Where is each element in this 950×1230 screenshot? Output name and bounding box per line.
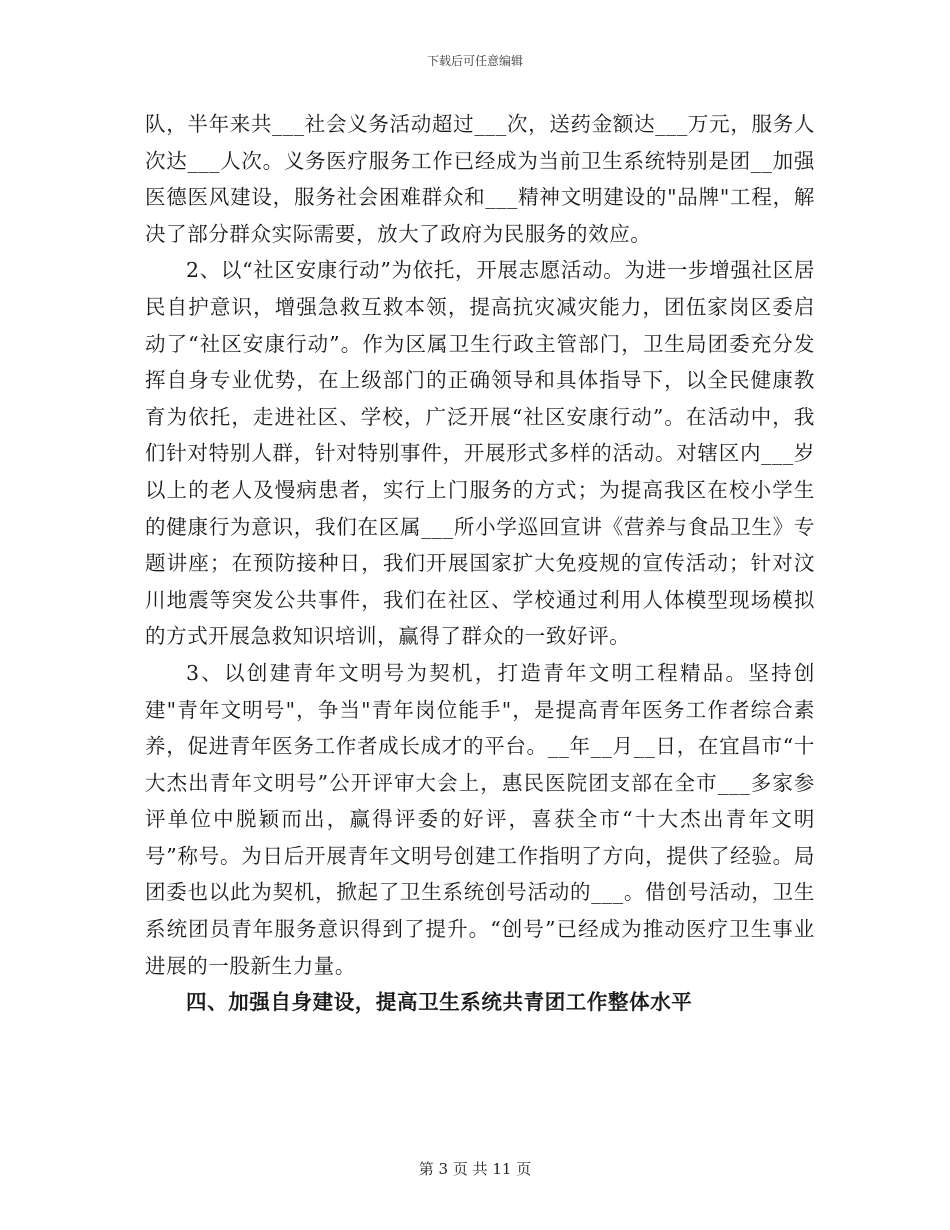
section-heading: 四、加强自身建设，提高卫生系统共青团工作整体水平 xyxy=(186,990,693,1015)
paragraph-community-health: 2、以“社区安康行动”为依托，开展志愿活动。为进一步增强社区居民自护意识，增强急救互救本领，提高抗灾减灾能力，团伍家岗区委启动了“社区安康行动”。作为区属卫生行政主管部门，卫生局团委充分发挥自身专业优势，在上级部门的正确领导和具体指导下，以全民健康教育为依托，走进社区、学校，广泛开展“社区安康行动”。在活动中，我们针对特别人群，针对特别事件，开展形式多样的活动。对辖区内___岁以上的老人及慢病患者，实行上门服务的方式；为提高我区在校小学生的健康行为意识，我们在区属___所小学巡回宣讲《营养与食品卫生》专题讲座；在预防接种日，我们开展国家扩大免疫规的宣传活动；针对汶川地震等突发公共事件，我们在社区、学校通过利用人体模型现场模拟的方式开展急救知识培训，赢得了群众的一致好评。 xyxy=(145,258,815,649)
document-body xyxy=(145,106,815,1021)
paragraph-continuation: 队，半年来共___社会义务活动超过___次，送药金额达___万元，服务人次达___人次。义务医疗服务工作已经成为当前卫生系统特别是团__加强医德医风建设，服务社会困难群众和___精神文明建设的"品牌"工程，解决了部分群众实际需要，放大了政府为民服务的效应。 xyxy=(145,112,815,246)
header-note: 下载后可任意编辑 xyxy=(426,54,523,68)
page-number: 第 3 页 共 11 页 xyxy=(418,1160,532,1178)
paragraph-youth-civilization: 3、以创建青年文明号为契机，打造青年文明工程精品。坚持创建"青年文明号"，争当"青年岗位能手"，是提高青年医务工作者综合素养，促进青年医务工作者成长成才的平台。__年__月__日，在宜昌市“十大杰出青年文明号”公开评审大会上，惠民医院团支部在全市___多家参评单位中脱颖而出，赢得评委的好评，喜获全市“十大杰出青年文明号”称号。为日后开展青年文明号创建工作指明了方向，提供了经验。局团委也以此为契机，掀起了卫生系统创号活动的___。借创号活动，卫生系统团员青年服务意识得到了提升。“创号”已经成为推动医疗卫生事业进展的一股新生力量。 xyxy=(145,660,815,978)
